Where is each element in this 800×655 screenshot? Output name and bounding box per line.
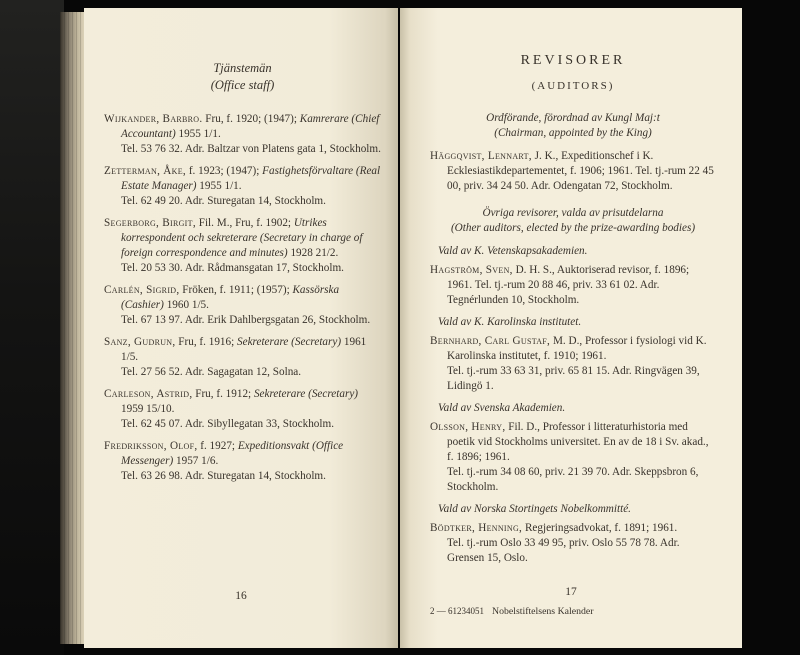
other-auditors-heading-sv: Övriga revisorer, valda av prisutdelarna [482,207,664,219]
staff-entry [104,335,381,380]
entry-contact: Tel. 67 13 97. Adr. Erik Dahlbergsgatan 26, Stockholm. [121,314,371,326]
staff-entry [104,387,381,432]
elected-by-label: Vald av K. Vetenskapsakademien. [438,245,588,257]
entry-text: Regjeringsadvokat, f. 1891; 1961. [522,522,678,534]
person-name: Häggqvist, Lennart, [430,150,532,162]
right-page-subtitle: (AUDITORS) [531,80,615,92]
right-page-content [430,52,716,572]
chairman-heading [430,111,716,141]
entry-contact: Tel. tj.-rum 33 63 31, priv. 65 81 15. Adr. Ringvägen 39, Lidingö 1. [447,365,700,392]
entry-role: Kamrerare (Chief Accountant) [121,113,380,140]
entry-role: Sekreterare (Secretary) [237,336,342,348]
entry-contact: Tel. 62 49 20. Adr. Sturegatan 14, Stockholm. [121,195,326,207]
entry-text: f. 1923; (1947); [186,165,263,177]
background-shading [0,0,64,655]
auditor-entry [430,334,716,394]
person-name: Fredriksson, Olof, [104,440,198,452]
other-auditors-heading-en: (Other auditors, elected by the prize-awarding bodies) [450,222,696,234]
entry-date: 1955 1/1. [196,180,242,192]
left-page-title: Tjänstemän [213,61,272,75]
entry-contact: Tel. tj.-rum Oslo 33 49 95, priv. Oslo 55 78 78. Adr. Grensen 15, Oslo. [447,537,680,564]
person-name: Carleson, Astrid, [104,388,193,400]
entry-contact: Tel. 27 56 52. Adr. Sagagatan 12, Solna. [121,366,302,378]
entry-date: 1955 1/1. [175,128,221,140]
staff-entry [104,283,381,328]
person-name: Zetterman, Åke, [104,165,187,177]
page-number-right: 17 [565,586,577,598]
entry-contact: Tel. 53 76 32. Adr. Baltzar von Platens gata 1, Stockholm. [121,143,381,155]
entry-text: Fru, f. 1920; (1947); [202,113,300,125]
staff-entry [104,439,381,484]
auditor-entry [430,149,716,194]
auditor-entry [430,263,716,308]
other-auditors-heading [430,206,716,236]
person-name: Hagström, Sven, [430,264,513,276]
stacked-page-edges [60,12,86,644]
entry-date: 1928 21/2. [287,247,339,259]
entry-text: M. D., Professor i fysiologi vid K. Karolinska institutet, f. 1910; 1961. [447,335,707,362]
person-name: Wijkander, Barbro. [104,113,203,125]
person-name: Olsson, Henry, [430,421,506,433]
elected-by-label: Vald av Norska Stortingets Nobelkommitté. [438,503,631,515]
entry-role: Utrikes korrespondent och sekreterare (Secretary in charge of foreign correspondence and minutes) [121,217,363,259]
left-page-subtitle: (Office staff) [210,78,275,92]
right-page [400,8,742,648]
elected-by-label: Vald av Svenska Akademien. [438,402,566,414]
print-signature-footer [430,606,593,617]
person-name: Sanz, Gudrun, [104,336,176,348]
page-number-left: 16 [235,590,247,602]
entry-text: D. H. S., Auktoriserad revisor, f. 1896; 1961. Tel. tj.-rum 20 88 46, priv. 33 61 02. Adr. Tegnérlunden 10, Stockholm. [447,264,690,306]
entry-text: f. 1927; [197,440,238,452]
entry-date: 1961 1/5. [121,336,367,363]
chairman-heading-sv: Ordförande, förordnad av Kungl Maj:t [486,112,660,124]
entry-role: Sekreterare (Secretary) [253,388,359,400]
entry-date: 1960 1/5. [163,299,209,311]
auditor-entry [430,420,716,495]
person-name: Bernhard, Carl Gustaf, [430,335,551,347]
entry-contact: Tel. tj.-rum 34 08 60, priv. 21 39 70. Adr. Skeppsbron 6, Stockholm. [447,466,699,493]
entry-role: Expeditionsvakt (Office Messenger) [121,440,344,467]
person-name: Segerborg, Birgit, [104,217,196,229]
print-signature-title: Nobelstiftelsens Kalender [492,606,594,617]
entry-date: 1957 1/6. [173,455,219,467]
left-page-content [104,60,381,491]
auditor-entry [430,521,716,566]
entry-text: Fröken, f. 1911; (1957); [179,284,293,296]
staff-entry [104,112,381,157]
print-signature-number: 2 — 61234051 [430,606,484,616]
entry-text: J. K., Expeditionschef i K. Ecklesiastikdepartementet, f. 1906; 1961. Tel. tj.-rum 22 45 00, priv. 34 24 50. Adr. Odengatan 72, Stockholm. [447,150,714,192]
entry-text: Fru, f. 1912; [192,388,254,400]
person-name: Bödtker, Henning, [430,522,523,534]
right-page-title: REVISORER [520,53,626,68]
staff-entry [104,164,381,209]
left-page [84,8,398,648]
staff-entry [104,216,381,276]
entry-contact: Tel. 63 26 98. Adr. Sturegatan 14, Stockholm. [121,470,326,482]
entry-text: Fru, f. 1916; [175,336,238,348]
chairman-heading-en: (Chairman, appointed by the King) [494,127,652,139]
person-name: Carlén, Sigrid, [104,284,180,296]
elected-by-label: Vald av K. Karolinska institutet. [438,316,582,328]
entry-contact: Tel. 20 53 30. Adr. Rådmansgatan 17, Stockholm. [121,262,344,274]
entry-text: Fil. D., Professor i litteraturhistoria med poetik vid Stockholms universitet. En av de 18 i Sv. akad., f. 1896; 1961. [447,421,709,463]
entry-role: Kassörska (Cashier) [121,284,340,311]
entry-date: 1959 15/10. [121,403,175,415]
entry-text: Fil. M., Fru, f. 1902; [195,217,294,229]
entry-contact: Tel. 62 45 07. Adr. Sibyllegatan 33, Stockholm. [121,418,335,430]
entry-role: Fastighetsförvaltare (Real Estate Manager) [121,165,381,192]
